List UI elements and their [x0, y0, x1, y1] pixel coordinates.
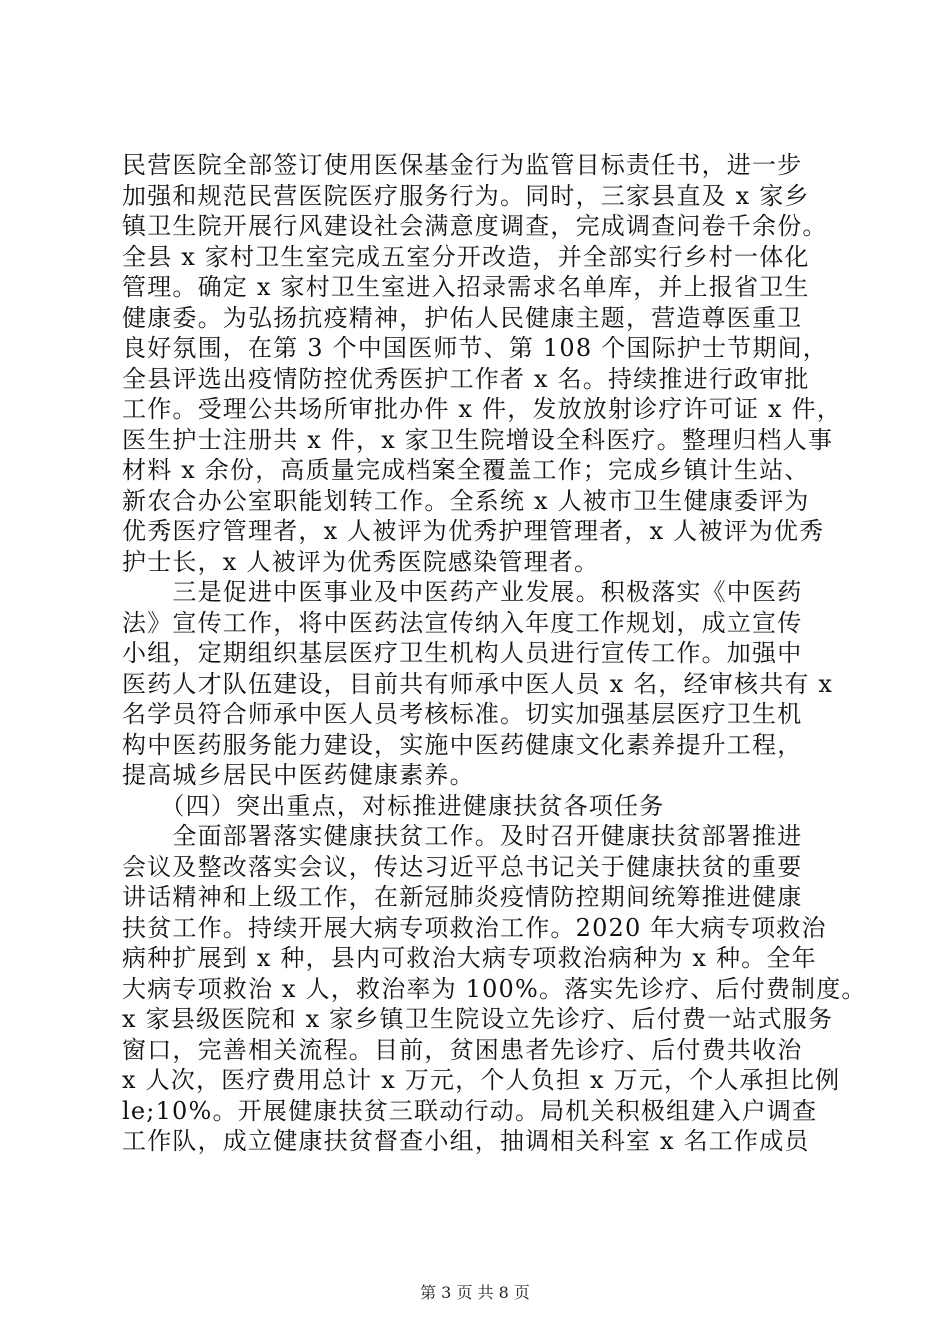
text-line: 护士长，x 人被评为优秀医院感染管理者。: [122, 547, 600, 576]
text-line: 医药人才队伍建设，目前共有师承中医人员 x 名，经审核共有 x: [122, 669, 834, 698]
text-line: 材料 x 余份，高质量完成档案全覆盖工作；完成乡镇计生站、: [122, 456, 810, 484]
text-line: 全县 x 家村卫生室完成五室分开改造，并全部实行乡村一体化: [122, 242, 810, 271]
text-line: 优秀医疗管理者，x 人被评为优秀护理管理者，x 人被评为优秀: [122, 517, 825, 545]
text-line: 病种扩展到 x 种，县内可救治大病专项救治病种为 x 种。全年: [122, 944, 817, 972]
text-line: 工作。受理公共场所审批办件 x 件，发放放射诊疗许可证 x 件，: [122, 395, 842, 423]
text-line: 大病专项救治 x 人，救治率为 100%。落实先诊疗、后付费制度。: [122, 974, 867, 1003]
text-line: 镇卫生院开展行风建设社会满意度调查，完成调查问卷千余份。: [122, 212, 828, 240]
text-line: x 家县级医院和 x 家乡镇卫生院设立先诊疗、后付费一站式服务: [122, 1005, 834, 1033]
text-line: x 人次，医疗费用总计 x 万元，个人负担 x 万元，个人承担比例: [122, 1066, 841, 1094]
text-line: 民营医院全部签订使用医保基金行为监管目标责任书，进一步: [122, 151, 803, 179]
text-line: （四）突出重点，对标推进健康扶贫各项任务: [122, 791, 665, 820]
text-line: 加强和规范民营医院医疗服务行为。同时，三家县直及 x 家乡: [122, 181, 810, 210]
text-line: 名学员符合师承中医人员考核标准。切实加强基层医疗卫生机: [122, 700, 803, 728]
text-line: 会议及整改落实会议，传达习近平总书记关于健康扶贫的重要: [122, 852, 803, 881]
text-line: 提高城乡居民中医药健康素养。: [122, 761, 475, 789]
text-line: 法》宣传工作，将中医药法宣传纳入年度工作规划，成立宣传: [122, 608, 803, 637]
document-body: [122, 150, 867, 1157]
text-line: 小组，定期组织基层医疗卫生机构人员进行宣传工作。加强中: [122, 639, 803, 667]
text-line: 健康委。为弘扬抗疫精神，护佑人民健康主题，营造尊医重卫: [122, 303, 803, 332]
text-line: le;10%。开展健康扶贫三联动行动。局机关积极组建入户调查: [122, 1096, 818, 1125]
text-line: 良好氛围，在第 3 个中国医师节、第 108 个国际护士节期间，: [122, 334, 828, 362]
text-line: 医生护士注册共 x 件，x 家卫生院增设全科医疗。整理归档人事: [122, 425, 834, 454]
text-line: 全县评选出疫情防控优秀医护工作者 x 名。持续推进行政审批: [122, 364, 810, 393]
text-line: 三是促进中医事业及中医药产业发展。积极落实《中医药: [122, 578, 803, 606]
text-line: 全面部署落实健康扶贫工作。及时召开健康扶贫部署推进: [122, 822, 803, 850]
text-line: 工作队，成立健康扶贫督查小组，抽调相关科室 x 名工作成员: [122, 1127, 810, 1155]
text-line: 构中医药服务能力建设，实施中医药健康文化素养提升工程，: [122, 730, 803, 759]
text-line: 管理。确定 x 家村卫生室进入招录需求名单库，并上报省卫生: [122, 273, 810, 301]
text-line: 扶贫工作。持续开展大病专项救治工作。2020 年大病专项救治: [122, 913, 827, 942]
text-line: 窗口，完善相关流程。目前，贫困患者先诊疗、后付费共收治: [122, 1035, 803, 1064]
page-footer: 第 3 页 共 8 页: [420, 1283, 530, 1302]
text-line: 新农合办公室职能划转工作。全系统 x 人被市卫生健康委评为: [122, 486, 810, 515]
text-line: 讲话精神和上级工作，在新冠肺炎疫情防控期间统筹推进健康: [122, 883, 803, 911]
